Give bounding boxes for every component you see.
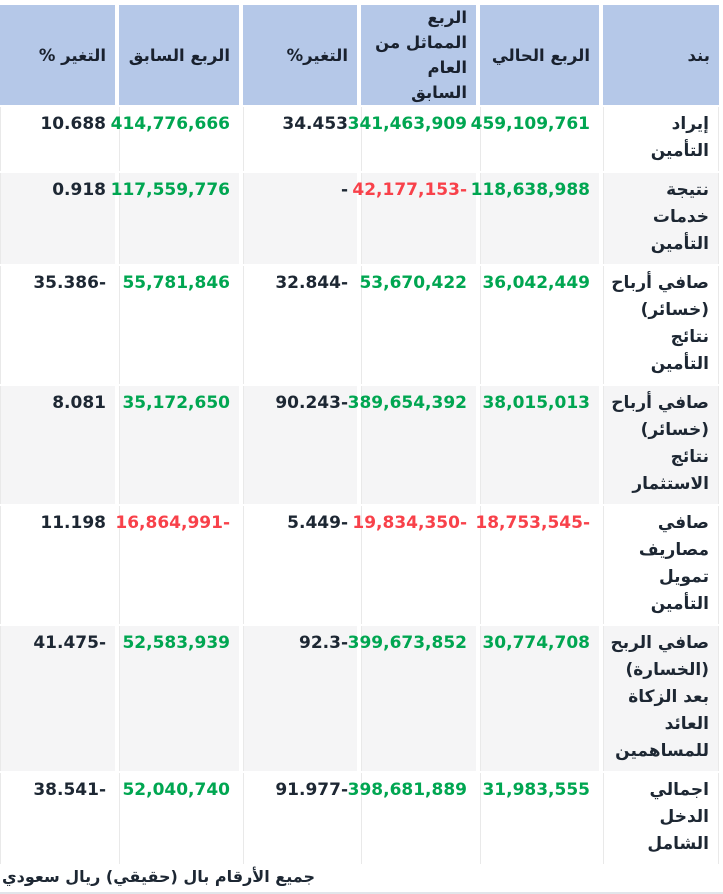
cell-value: -38.541 (33, 780, 106, 800)
cell-value: 52,040,740 (122, 780, 230, 800)
value-cell (480, 626, 599, 771)
value-cell (243, 107, 357, 171)
item-cell: صافي أرباح (خسائر) نتائج الاستثمار (603, 386, 719, 504)
cell-value: -91.977 (275, 780, 348, 800)
item-cell: صافي مصاريف تمويل التأمين (603, 506, 719, 624)
item-cell: إيراد التأمين (603, 107, 719, 171)
table-row (0, 506, 719, 624)
cell-value: -18,753,545 (475, 513, 590, 533)
cell-value: 118,638,988 (470, 180, 590, 200)
value-cell (352, 173, 476, 264)
value-cell (0, 386, 115, 504)
column-header-item: بند (603, 5, 719, 105)
value-cell (119, 386, 239, 504)
table-row (0, 107, 719, 171)
cell-value: 36,042,449 (482, 273, 590, 293)
cell-value: -16,864,991 (115, 513, 230, 533)
value-cell (110, 173, 239, 264)
item-cell: اجمالي الدخل الشامل (603, 773, 719, 864)
value-cell (0, 173, 115, 264)
cell-value: 31,983,555 (482, 780, 590, 800)
cell-value: 399,673,852 (347, 633, 467, 653)
value-cell (243, 386, 357, 504)
value-cell (243, 773, 357, 864)
value-cell (470, 173, 599, 264)
cell-value: 341,463,909 (347, 114, 467, 134)
table-row (0, 626, 719, 771)
value-cell (361, 266, 476, 384)
cell-value: -41.475 (33, 633, 106, 653)
value-cell (470, 107, 599, 171)
cell-value: 389,654,392 (347, 393, 467, 413)
cell-value: -90.243 (275, 393, 348, 413)
column-header-change-vs-same-quarter: التغير% (243, 5, 357, 105)
cell-value: -42,177,153 (352, 180, 467, 200)
cell-value: 34.453 (282, 114, 348, 134)
cell-value: 53,670,422 (359, 273, 467, 293)
table-row (0, 173, 719, 264)
cell-value: 414,776,666 (110, 114, 230, 134)
value-cell (480, 266, 599, 384)
value-cell (347, 107, 476, 171)
value-cell (0, 107, 115, 171)
value-cell (347, 773, 476, 864)
cell-value: 38,015,013 (482, 393, 590, 413)
value-cell (347, 626, 476, 771)
header-row (0, 5, 719, 105)
cell-value: 52,583,939 (122, 633, 230, 653)
value-cell (352, 506, 476, 624)
item-cell: صافي أرباح (خسائر) نتائج التأمين (603, 266, 719, 384)
item-cell: صافي الربح (الخسارة) بعد الزكاة العائد للمساهمين (603, 626, 719, 771)
column-header-change-vs-previous-quarter: التغير % (0, 5, 115, 105)
table-row (0, 266, 719, 384)
value-cell (243, 506, 357, 624)
cell-value: 11.198 (40, 513, 106, 533)
cell-value: 35,172,650 (122, 393, 230, 413)
cell-value: 55,781,846 (122, 273, 230, 293)
value-cell (0, 626, 115, 771)
cell-value: -5.449 (287, 513, 348, 533)
currency-footnote: جميع الأرقام بال (حقيقي) ريال سعودي (0, 866, 723, 894)
value-cell (0, 773, 115, 864)
value-cell (243, 266, 357, 384)
value-cell (0, 506, 115, 624)
value-cell (0, 266, 115, 384)
cell-value: 0.918 (52, 180, 106, 200)
column-header-same-quarter-prev-year: الربع المماثل من العام السابق (361, 5, 476, 105)
value-cell (119, 266, 239, 384)
value-cell (243, 626, 357, 771)
value-cell (475, 506, 599, 624)
cell-value: 30,774,708 (482, 633, 590, 653)
cell-value: 8.081 (52, 393, 106, 413)
cell-value: 117,559,776 (110, 180, 230, 200)
table-row (0, 773, 719, 864)
item-cell: نتيجة خدمات التأمين (603, 173, 719, 264)
value-cell (243, 173, 357, 264)
column-header-current-quarter: الربع الحالي (480, 5, 599, 105)
value-cell (347, 386, 476, 504)
value-cell (119, 626, 239, 771)
value-cell (480, 773, 599, 864)
cell-value: -19,834,350 (352, 513, 467, 533)
cell-value: 459,109,761 (470, 114, 590, 134)
value-cell (119, 773, 239, 864)
value-cell (115, 506, 239, 624)
cell-value: -35.386 (33, 273, 106, 293)
cell-value: -32.844 (275, 273, 348, 293)
cell-value: -92.3 (298, 633, 348, 653)
cell-value: - (340, 180, 348, 200)
cell-value: 10.688 (40, 114, 106, 134)
column-header-previous-quarter: الربع السابق (119, 5, 239, 105)
quarterly-results-table (0, 3, 723, 866)
value-cell (110, 107, 239, 171)
value-cell (480, 386, 599, 504)
cell-value: 398,681,889 (347, 780, 467, 800)
table-row (0, 386, 719, 504)
